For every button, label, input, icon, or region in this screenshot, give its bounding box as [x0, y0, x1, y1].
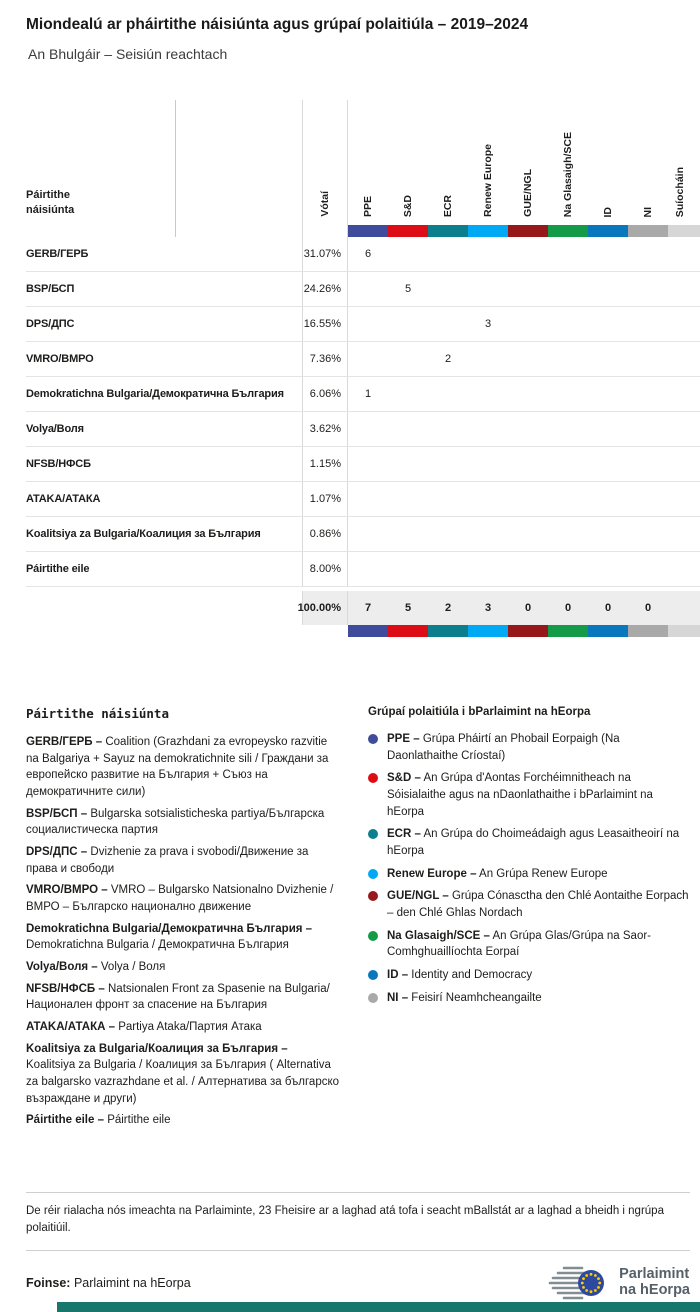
strip-ppe	[348, 225, 388, 237]
party-legend-item: ATAKA/АТАКА – Partiya Ataka/Партия Атака	[26, 1021, 262, 1034]
table-row	[26, 237, 700, 272]
table-row	[26, 342, 700, 377]
group-legend-item: Na Glasaigh/SCE – An Grúpa Glas/Grúpa na Saor-Comhghuaillíochta Eorpaí	[368, 928, 690, 961]
party-legend-item: DPS/ДПС – Dvizhenie za prava i svobodi/Движение за права и свободи	[26, 846, 309, 875]
table-row	[26, 272, 700, 307]
column-header-renew: Renew Europe	[482, 144, 494, 217]
group-color-strip-bottom	[26, 625, 700, 637]
footer	[26, 1264, 690, 1302]
total-seat-cell: 0	[588, 591, 628, 625]
group-color-dot	[368, 993, 378, 1003]
column-header-guengl: GUE/NGL	[522, 169, 534, 217]
group-color-dot	[368, 931, 378, 941]
party-name: DPS/ДПС	[26, 318, 75, 330]
strip-guengl	[508, 225, 548, 237]
group-color-strip-top	[26, 225, 700, 237]
group-color-dot	[368, 773, 378, 783]
total-seat-cell: 3	[468, 591, 508, 625]
group-legend-item: GUE/NGL – Grúpa Cónasctha den Chlé Aontaithe Eorpach – den Chlé Ghlas Nordach	[368, 888, 690, 921]
strip-guengl	[508, 625, 548, 637]
corner-header	[26, 100, 302, 225]
footnote: De réir rialacha nós imeachta na Parlaiminte, 23 Fheisire ar a laghad atá tofa i seacht mBallstát ar a laghad a bheidh i ngrúpa polaitiúil.	[26, 1192, 690, 1251]
strip-ecr	[428, 225, 468, 237]
votes-cell: 16.55%	[302, 307, 348, 341]
strip-sd	[388, 225, 428, 237]
party-legend-item: BSP/БСП – Bulgarska sotsialisticheska partiya/Българска социалистическа партия	[26, 807, 325, 837]
column-header-sd: S&D	[402, 194, 414, 217]
seat-cell: 5	[404, 283, 412, 295]
strip-renew	[468, 625, 508, 637]
group-legend-item: NI – Feisirí Neamhcheangailte	[368, 990, 690, 1007]
votes-cell: 31.07%	[302, 237, 348, 271]
table-row	[26, 517, 700, 552]
group-legend-item: S&D – An Grúpa d'Aontas Forchéimnitheach na Sóisialaithe agus na nDaonlathaithe i bParlaimint na hEorpa	[368, 770, 690, 820]
total-seat-cell: 0	[508, 591, 548, 625]
column-header-ppe: PPE	[362, 195, 374, 217]
column-header-votes: Vótaí	[302, 100, 348, 225]
group-legend-heading: Grúpaí polaitiúla i bParlaimint na hEorpa	[368, 706, 591, 718]
column-header-ni: NI	[642, 206, 654, 217]
column-header-greens: Na Glasaigh/SCE	[562, 131, 574, 217]
source-label: Foinse:	[26, 1276, 71, 1290]
strip-seats	[668, 225, 700, 237]
party-name: NFSB/НФСБ	[26, 458, 91, 470]
source-value: Parlaimint na hEorpa	[73, 1276, 191, 1290]
total-seat-cell	[668, 591, 700, 625]
page-title: Miondealú ar pháirtithe náisiúnta agus grúpaí polaitiúla – 2019–2024	[26, 16, 529, 33]
strip-greens	[548, 225, 588, 237]
group-legend-item: PPE – Grúpa Pháirtí an Phobail Eorpaigh (Na Daonlathaithe Críostaí)	[368, 731, 690, 764]
strip-ni	[628, 625, 668, 637]
seat-cell: 1	[364, 388, 372, 400]
legend-section	[26, 706, 690, 1134]
votes-cell: 6.06%	[302, 377, 348, 411]
party-legend	[26, 706, 340, 1134]
total-seat-cell: 5	[388, 591, 428, 625]
votes-cell: 7.36%	[302, 342, 348, 376]
seat-cell: 3	[484, 318, 492, 330]
party-legend-item: Koalitsiya za Bulgaria/Коалиция за България – Koalitsiya za Bulgaria / Коалиция за България ( Alternativa za balgarsko vazrazhdane et al. / Алтернатива за българско възраждане и други)	[26, 1042, 340, 1105]
strip-seats	[668, 625, 700, 637]
total-votes: 100.00%	[302, 591, 348, 625]
party-legend-item: NFSB/НФСБ – Natsionalen Front za Spasenie na Bulgaria/Национален фронт за спасение на България	[26, 982, 330, 1012]
column-header-id: ID	[602, 206, 614, 217]
corner-header-label: Páirtithe náisiúnta	[26, 189, 75, 216]
party-legend-item: Páirtithe eile – Páirtithe eile	[26, 1114, 171, 1127]
ep-logo-icon	[547, 1262, 611, 1304]
group-legend-item: Renew Europe – An Grúpa Renew Europe	[368, 866, 690, 883]
group-color-dot	[368, 970, 378, 980]
strip-id	[588, 225, 628, 237]
votes-cell: 24.26%	[302, 272, 348, 306]
strip-ecr	[428, 625, 468, 637]
party-name: Páirtithe eile	[26, 563, 90, 575]
party-name: VMRO/ВМРО	[26, 353, 94, 365]
table-row	[26, 482, 700, 517]
table-row	[26, 552, 700, 587]
party-legend-heading: Páirtithe náisiúnta	[26, 706, 169, 721]
ep-logo	[547, 1262, 690, 1304]
party-legend-item: VMRO/ВМРО – VMRO – Bulgarsko Natsionalno Dvizhenie / ВМРО – Българско национално движение	[26, 884, 334, 914]
party-name: Demokratichna Bulgaria/Демократична България	[26, 388, 284, 400]
column-header-seats: Suíocháin	[674, 166, 686, 217]
party-legend-item: Volya/Воля – Volya / Воля	[26, 961, 166, 974]
strip-renew	[468, 225, 508, 237]
group-color-dot	[368, 829, 378, 839]
party-name: GERB/ГЕРБ	[26, 248, 89, 260]
votes-cell: 1.07%	[302, 482, 348, 516]
total-row	[26, 591, 700, 625]
group-legend-item: ECR – An Grúpa do Choimeádaigh agus Leasaitheoirí na hEorpa	[368, 826, 690, 859]
votes-cell: 3.62%	[302, 412, 348, 446]
total-seat-cell: 0	[548, 591, 588, 625]
group-color-dot	[368, 869, 378, 879]
votes-cell: 1.15%	[302, 447, 348, 481]
votes-cell: 0.86%	[302, 517, 348, 551]
party-legend-item: Demokratichna Bulgaria/Демократична България – Demokratichna Bulgaria / Демократична България	[26, 922, 313, 952]
column-header-ecr: ECR	[442, 194, 454, 217]
group-color-dot	[368, 891, 378, 901]
source-line	[26, 1276, 191, 1290]
strip-ni	[628, 225, 668, 237]
party-name: Volya/Воля	[26, 423, 84, 435]
seat-cell: 6	[364, 248, 372, 260]
table-row	[26, 377, 700, 412]
group-color-dot	[368, 734, 378, 744]
group-legend-item: ID – Identity and Democracy	[368, 967, 690, 984]
table-row	[26, 447, 700, 482]
table-row	[26, 307, 700, 342]
strip-id	[588, 625, 628, 637]
party-name: ATAKA/АТАКА	[26, 493, 101, 505]
total-seat-cell: 2	[428, 591, 468, 625]
total-seat-cell: 0	[628, 591, 668, 625]
table-header	[26, 100, 700, 225]
votes-cell: 8.00%	[302, 552, 348, 586]
strip-sd	[388, 625, 428, 637]
party-legend-item: GERB/ГЕРБ – Coalition (Grazhdani za evropeysko razvitie na Balgariya + Sayuz na demokratichnite sili / Граждани за европейско развитие на България + Съюз на демократичните сили)	[26, 736, 329, 799]
total-seat-cell: 7	[348, 591, 388, 625]
page-subtitle: An Bhulgáir – Seisiún reachtach	[28, 46, 228, 62]
strip-ppe	[348, 625, 388, 637]
bottom-accent-bar	[57, 1302, 700, 1312]
table-row	[26, 412, 700, 447]
strip-greens	[548, 625, 588, 637]
group-legend	[368, 706, 690, 1134]
ep-logo-text: Parlaimint na hEorpa	[619, 1266, 690, 1298]
party-name: Koalitsiya za Bulgaria/Коалиция за България	[26, 528, 261, 540]
seat-cell: 2	[444, 353, 452, 365]
party-name: BSP/БСП	[26, 283, 75, 295]
results-table	[26, 100, 700, 637]
